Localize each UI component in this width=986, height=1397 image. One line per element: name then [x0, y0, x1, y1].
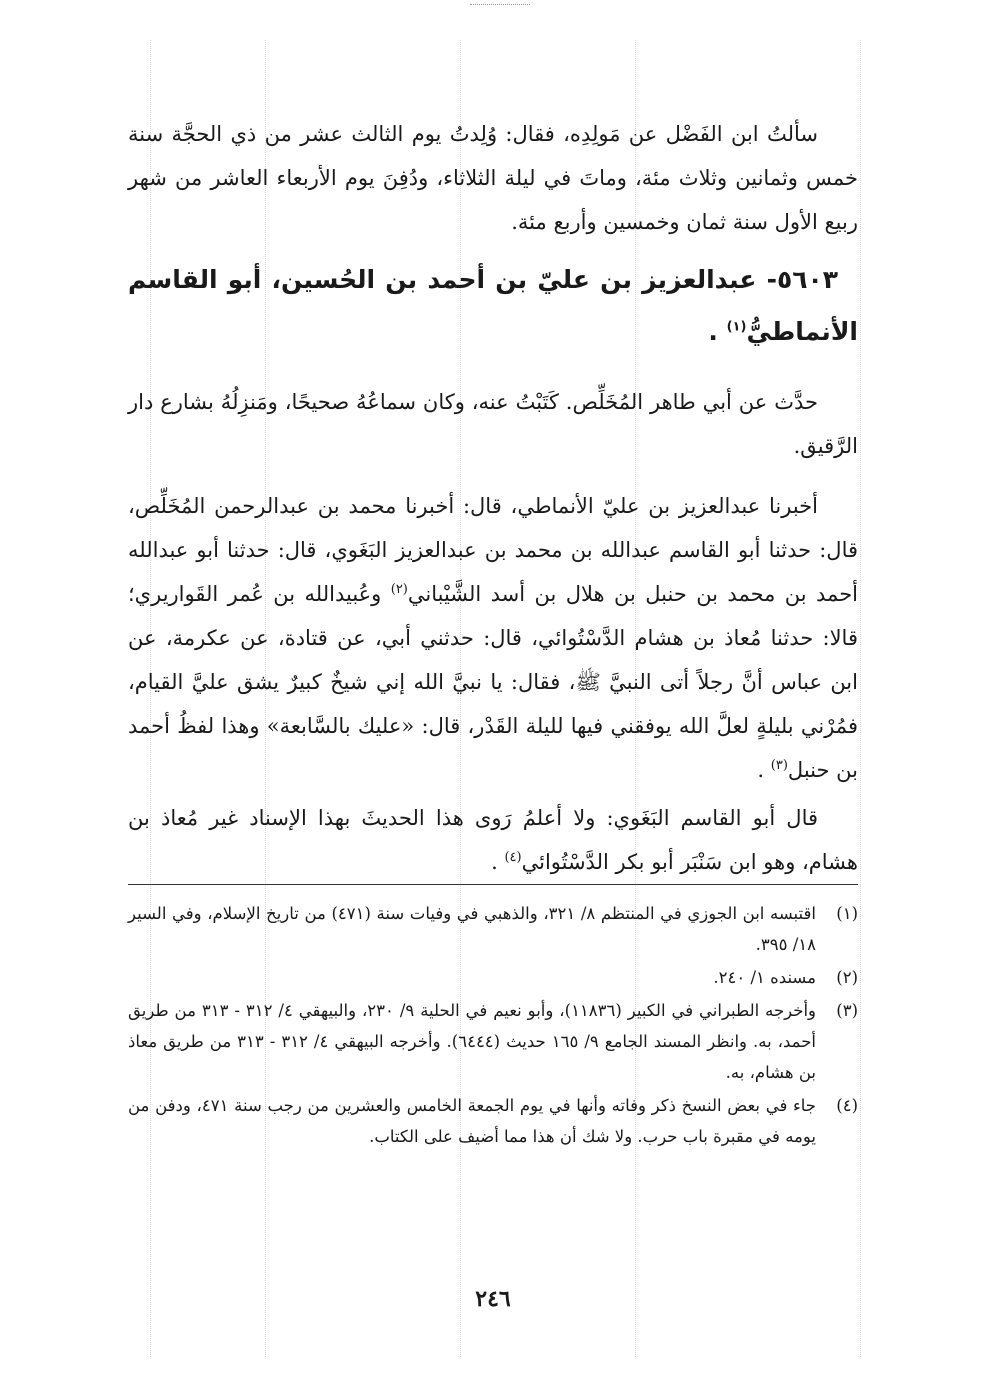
paragraph-narration [128, 380, 858, 468]
hadith-isnad: أخبرنا عبدالعزيز بن عليّ الأنماطي، قال: أخبرنا محمد بن عبدالرحمن المُخَلِّص، قال: حدثنا أبو القاسم عبدالله بن محمد بن عبدالعزيز البَغَوي، قال: حدثنا أبو عبدالله أحمد بن محمد بن حنبل بن هلال بن أسد الشَّيْباني [128, 494, 859, 606]
hadith-text: وعُبيدالله بن عُمر القَواريري؛ قالا: حدثنا مُعاذ بن هشام الدَّسْتُوائي، قال: حدثني أبي، عن قتادة، عن عكرمة، عن ابن عباس أنَّ رجلاً أتى النبيَّ ﷺ، فقال: يا نبيَّ الله إني شيخٌ كبيرٌ يشق عليَّ القيام، فمُرْني بليلةٍ لعلَّ الله يوفقني فيها لليلة القَدْر، قال: «عليك بالسَّابعة» وهذا لفظُ أحمد بن حنبل [128, 582, 858, 782]
footnote-divider [128, 884, 858, 885]
footnote-number: (٤) [836, 1096, 858, 1115]
hadith-end: . [757, 758, 765, 782]
footnote-item [128, 962, 858, 993]
footnote-text: مسنده ١/ ٢٤٠. [713, 968, 816, 987]
footnote-ref: (١) [726, 319, 747, 335]
footnote-text: جاء في بعض النسخ ذكر وفاته وأنها في يوم الجمعة الخامس والعشرين من رجب سنة ٤٧١، ودفن من يومه في مقبرة باب حرب. ولا شك أن هذا مما أضيف على الكتاب. [128, 1096, 816, 1146]
paragraph-baghawi [128, 796, 858, 884]
entry-title-end: . [708, 317, 718, 346]
baghawi-end: . [491, 850, 498, 874]
scan-top-mark [470, 4, 530, 5]
footnote-ref: (٣) [770, 758, 788, 773]
footnote-number: (٢) [836, 968, 858, 987]
footnote-number: (١) [836, 904, 858, 923]
paragraph-text [128, 796, 858, 884]
footnote-number: (٣) [836, 1001, 858, 1020]
page-number: ٢٤٦ [475, 1286, 511, 1312]
paragraph-text: سألتُ ابن الفَضْل عن مَولِدِه، فقال: وُلِدتُ يوم الثالث عشر من ذي الحجَّة سنة خمس وثمانين وثلاث مئة، وماتَ في ليلة الثلاثاء، ودُفِنَ يوم الأربعاء العاشر من شهر ربيع الأول سنة ثمان وخمسين وأربع مئة. [128, 122, 858, 234]
paragraph-text: حدَّث عن أبي طاهر المُخَلِّص. كَتَبْتُ عنه، وكان سماعُهُ صحيحًا، ومَنزِلُهُ بشارع دار الرَّقيق. [128, 390, 858, 458]
entry-title: ٥٦٠٣- عبدالعزيز بن عليّ بن أحمد بن الحُسين، أبو القاسم الأنماطيُّ [128, 265, 858, 346]
footnote-ref: (٢) [390, 582, 408, 597]
paragraph-hadith [128, 484, 858, 792]
footnote-ref: (٤) [504, 850, 522, 865]
baghawi-text: قال أبو القاسم البَغَوي: ولا أعلمُ رَوى هذا الحديثَ بهذا الإسناد غير مُعاذ بن هشام، وهو ابن سَنْبَر أبو بكر الدَّسْتُوائي [128, 806, 858, 874]
paragraph-text [128, 484, 858, 792]
footnote-item [128, 1090, 858, 1152]
paragraph-birth-death [128, 112, 858, 244]
footnote-item [128, 995, 858, 1088]
footnote-text: اقتبسه ابن الجوزي في المنتظم ٨/ ٣٢١، والذهبي في وفيات سنة (٤٧١) من تاريخ الإسلام، وفي السير ١٨/ ٣٩٥. [128, 904, 816, 954]
footnotes-section [128, 898, 858, 1154]
footnote-item [128, 898, 858, 960]
scan-texture-line [860, 40, 861, 1357]
entry-heading [128, 254, 858, 358]
footnote-text: وأخرجه الطبراني في الكبير (١١٨٣٦)، وأبو نعيم في الحلية ٩/ ٢٣٠، والبيهقي ٤/ ٣١٢ - ٣١٣ من طريق أحمد، به. وانظر المسند الجامع ٩/ ١٦٥ حديث (٦٤٤٤). وأخرجه البيهقي ٤/ ٣١٢ - ٣١٣ من طريق معاذ بن هشام، به. [128, 1001, 817, 1082]
